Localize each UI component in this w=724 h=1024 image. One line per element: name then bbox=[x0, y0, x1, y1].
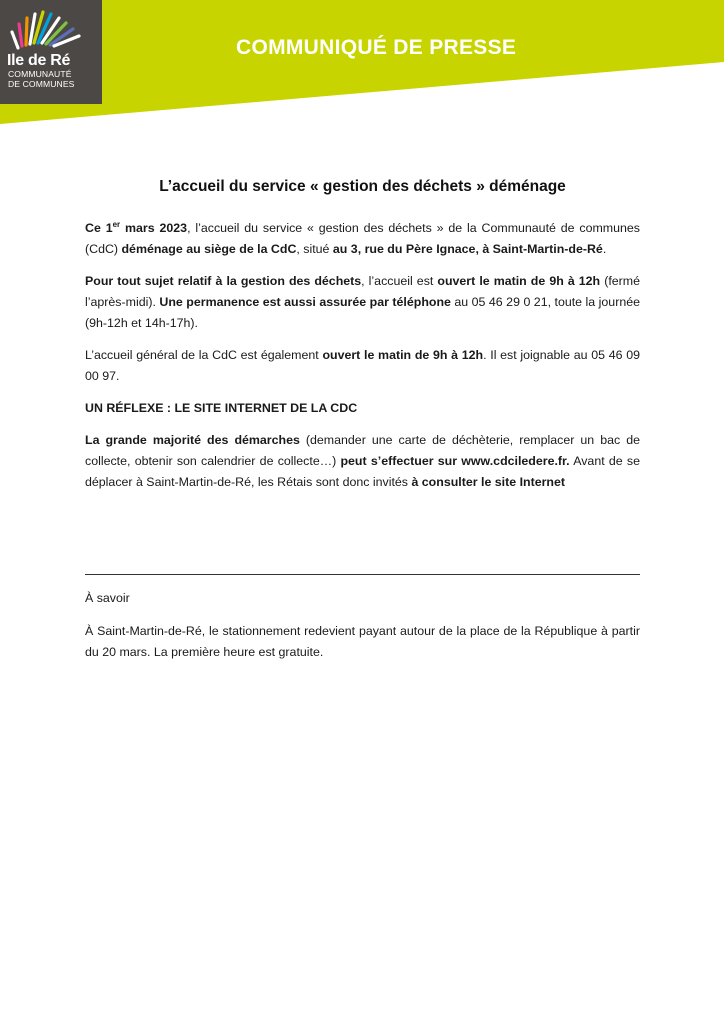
section-subheading: UN RÉFLEXE : LE SITE INTERNET DE LA CDC bbox=[85, 401, 358, 415]
p4-text-2: Avant de se déplacer à Saint-Martin-de-Ré, les Rétais sont donc invités bbox=[85, 454, 640, 489]
p2-text-3: au 05 46 29 0 21, toute la journée (9h-12h et 14h-17h). bbox=[85, 295, 641, 330]
p2-bold-3: Une permanence est aussi assurée par téléphone bbox=[159, 295, 451, 309]
logo-subtitle bbox=[8, 69, 75, 89]
logo-subtitle-line1: COMMUNAUTÉ bbox=[8, 69, 72, 79]
paragraph-4 bbox=[85, 430, 640, 493]
note-label: À savoir bbox=[85, 591, 130, 605]
paragraph-1 bbox=[85, 218, 640, 260]
banner-shape bbox=[0, 0, 724, 124]
p1-text-2: , situé bbox=[296, 242, 333, 256]
note-section bbox=[85, 588, 640, 674]
p1-text-3: . bbox=[602, 242, 607, 256]
p2-text-2: (fermé l’après-midi). bbox=[85, 274, 640, 309]
paragraph-2 bbox=[85, 271, 640, 334]
article-headline: L’accueil du service « gestion des déchets » déménage bbox=[159, 178, 566, 195]
header-banner bbox=[0, 0, 724, 124]
p2-text-1: , l’accueil est bbox=[361, 274, 438, 288]
p1-bold-4: au 3, rue du Père Ignace, à Saint-Martin-de-Ré bbox=[332, 242, 603, 256]
p3-bold-1: ouvert le matin de 9h à 12h bbox=[322, 348, 484, 362]
p4-bold-3: à consulter le site Internet bbox=[411, 475, 566, 489]
press-release-title: COMMUNIQUÉ DE PRESSE bbox=[236, 36, 517, 59]
logo-subtitle-line2: DE COMMUNES bbox=[8, 79, 75, 89]
divider bbox=[85, 574, 640, 575]
p3-text-2: . Il est joignable au 05 46 09 00 97. bbox=[85, 348, 640, 383]
p2-bold-2: ouvert le matin de 9h à 12h bbox=[437, 274, 601, 288]
p4-bold-2: peut s’effectuer sur www.cdciledere.fr. bbox=[340, 454, 570, 468]
p2-bold-1: Pour tout sujet relatif à la gestion des déchets bbox=[85, 274, 362, 288]
logo-sun-icon bbox=[8, 6, 94, 50]
logo-name: Ile de Ré bbox=[7, 52, 71, 69]
p3-text-1: L’accueil général de la CdC est également bbox=[85, 348, 323, 362]
article-body bbox=[85, 176, 640, 504]
p1-bold-1: Ce 1 bbox=[85, 221, 113, 235]
note-text: À Saint-Martin-de-Ré, le stationnement redevient payant autour de la place de la République à partir du 20 mars. La première heure est gratuite. bbox=[85, 624, 640, 659]
p1-text-1: , l’accueil du service « gestion des déchets » de la Communauté de communes (CdC) bbox=[85, 221, 640, 256]
p1-bold-3: déménage au siège de la CdC bbox=[121, 242, 297, 256]
p1-superscript: er bbox=[112, 219, 121, 229]
p1-bold-2: mars 2023 bbox=[120, 221, 188, 235]
paragraph-3 bbox=[85, 345, 640, 387]
p4-bold-1: La grande majorité des démarches bbox=[85, 433, 300, 447]
logo bbox=[0, 0, 102, 104]
p4-text-1: (demander une carte de déchèterie, remplacer un bac de collecte, obtenir son calendrier de collecte…) bbox=[85, 433, 640, 468]
